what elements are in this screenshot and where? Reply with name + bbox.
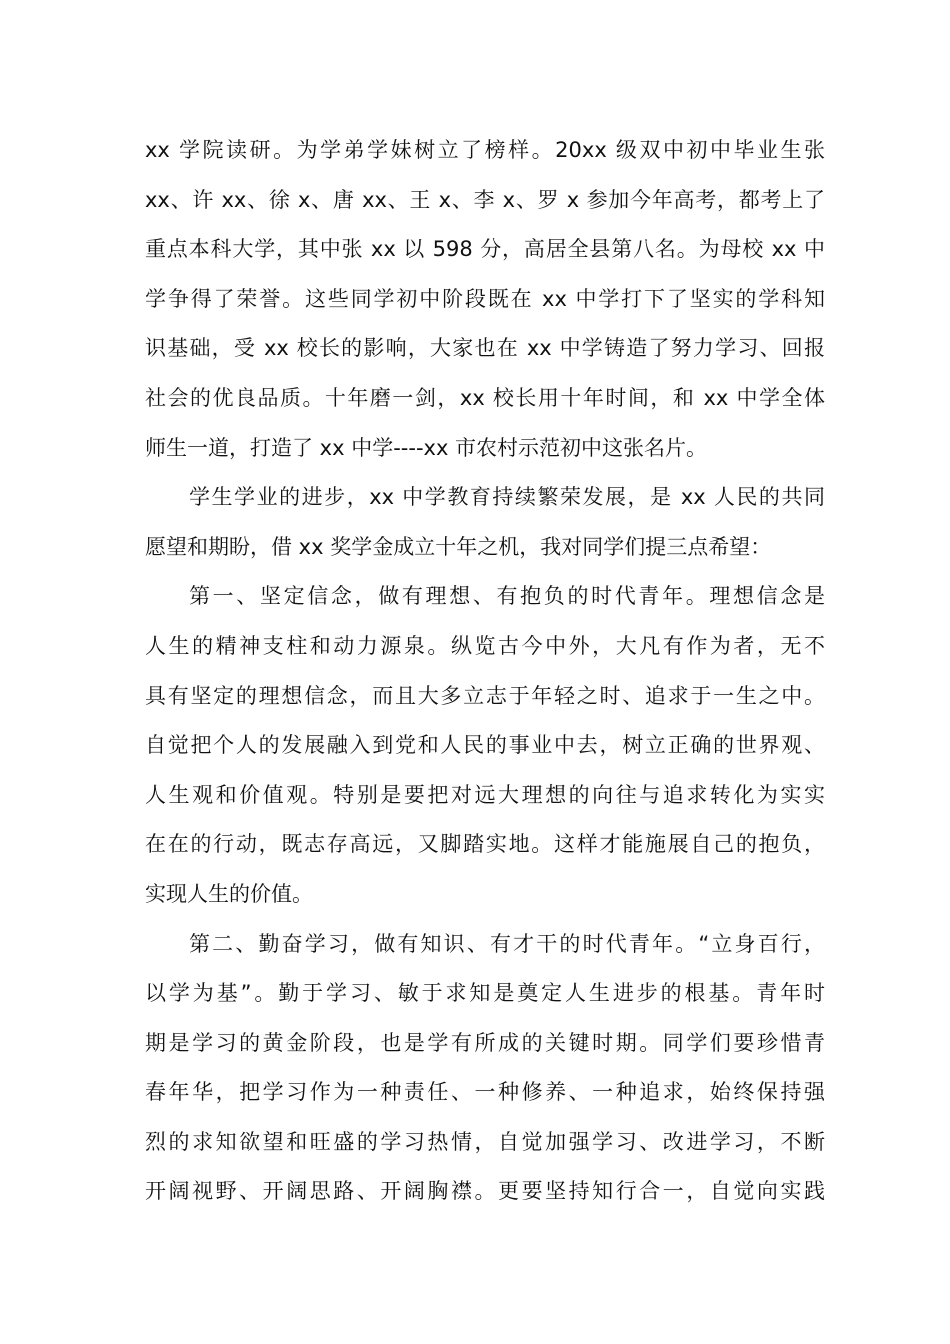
- text-line: 识基础，受 xx 校长的影响，大家也在 xx 中学铸造了努力学习、回报: [145, 336, 825, 361]
- text-line: xx 学院读研。为学弟学妹树立了榜样。20xx 级双中初中毕业生张: [145, 138, 825, 162]
- paragraph-first-line: 第二、勤奋学习，做有知识、有才干的时代青年。“立身百行，: [189, 931, 825, 956]
- text-line: xx、许 xx、徐 x、唐 xx、王 x、李 x、罗 x 参加今年高考，都考上了: [145, 187, 825, 212]
- text-line: 人生观和价值观。特别是要把对远大理想的向往与追求转化为实实: [145, 782, 825, 807]
- text-line: 自觉把个人的发展融入到党和人民的事业中去，树立正确的世界观、: [145, 733, 825, 758]
- text-line: 以学为基”。勤于学习、敏于求知是奠定人生进步的根基。青年时: [145, 981, 825, 1006]
- paragraph-first-line: 学生学业的进步，xx 中学教育持续繁荣发展，是 xx 人民的共同: [189, 485, 825, 510]
- text-line: 实现人生的价值。: [145, 881, 313, 906]
- text-line: 在在的行动，既志存高远，又脚踏实地。这样才能施展自己的抱负，: [145, 832, 825, 857]
- text-line: 愿望和期盼，借 xx 奖学金成立十年之机，我对同学们提三点希望：: [145, 534, 772, 559]
- text-line: 人生的精神支柱和动力源泉。纵览古今中外，大凡有作为者，无不: [145, 633, 825, 658]
- text-line: 具有坚定的理想信念，而且大多立志于年轻之时、追求于一生之中。: [145, 683, 825, 708]
- text-line: 烈的求知欲望和旺盛的学习热情，自觉加强学习、改进学习，不断: [145, 1129, 825, 1154]
- text-line: 期是学习的黄金阶段，也是学有所成的关键时期。同学们要珍惜青: [145, 1030, 825, 1055]
- text-line: 社会的优良品质。十年磨一剑，xx 校长用十年时间，和 xx 中学全体: [145, 385, 826, 410]
- text-line: 开阔视野、开阔思路、开阔胸襟。更要坚持知行合一，自觉向实践: [145, 1179, 825, 1204]
- paragraph-first-line: 第一、坚定信念，做有理想、有抱负的时代青年。理想信念是: [189, 584, 825, 609]
- text-line: 重点本科大学，其中张 xx 以 598 分，高居全县第八名。为母校 xx 中: [145, 237, 825, 262]
- text-line: 师生一道，打造了 xx 中学----xx 市农村示范初中这张名片。: [145, 435, 708, 460]
- text-line: 学争得了荣誉。这些同学初中阶段既在 xx 中学打下了坚实的学科知: [145, 286, 825, 311]
- text-line: 春年华，把学习作为一种责任、一种修养、一种追求，始终保持强: [145, 1080, 825, 1105]
- body-text: [145, 126, 825, 1217]
